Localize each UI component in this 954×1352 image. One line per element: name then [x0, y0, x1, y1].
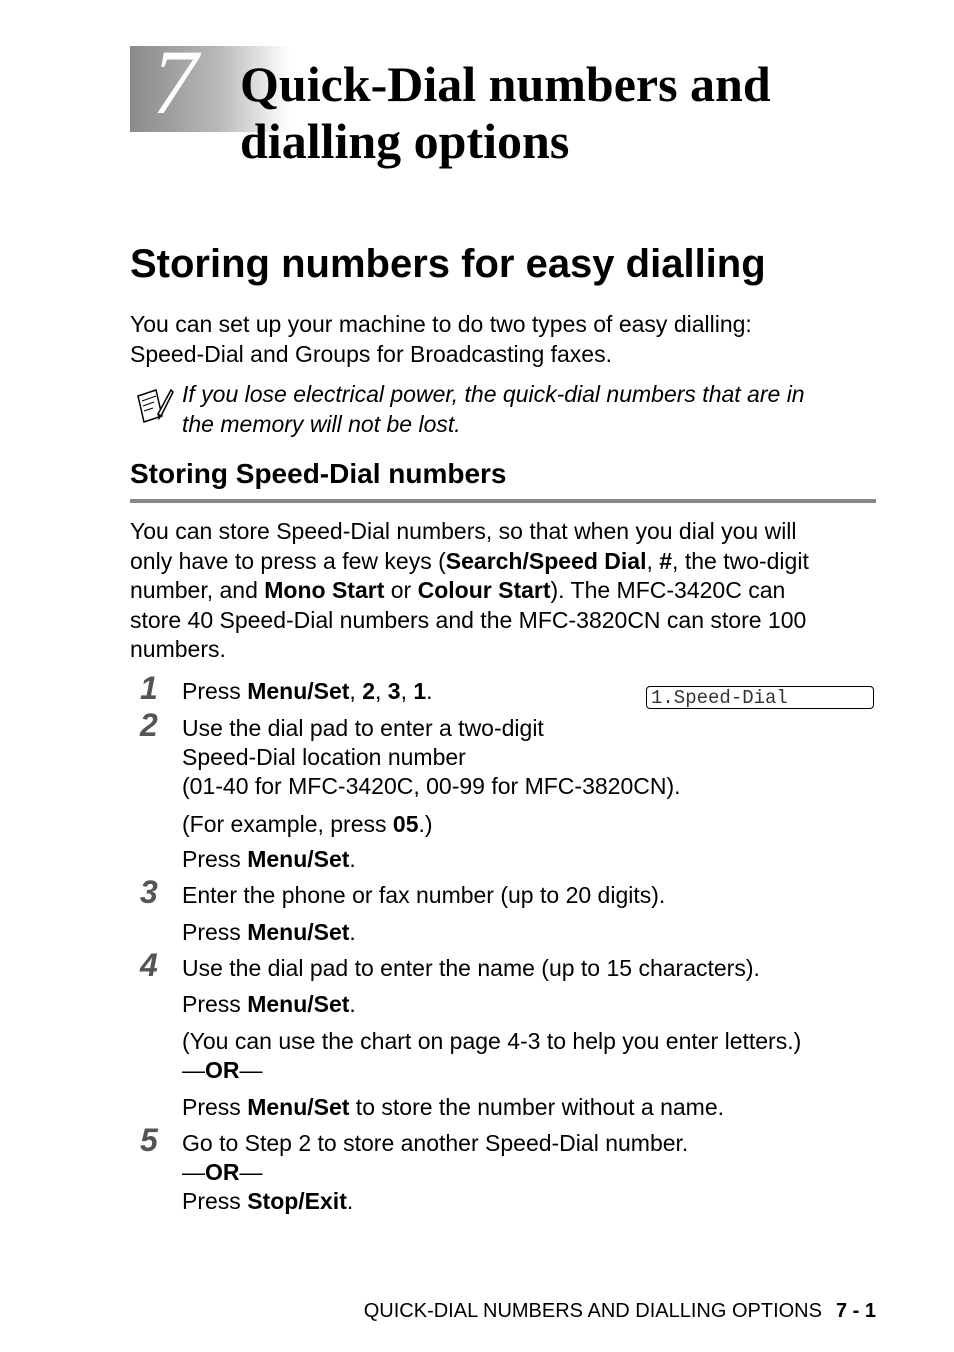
- step3-press: Press Menu/Set.: [182, 919, 356, 945]
- page-number: 7 - 1: [835, 1300, 876, 1322]
- body-paragraph: [130, 517, 880, 665]
- step-number-1: 1: [140, 670, 158, 706]
- body-line2: only have to press a few keys (Search/Speed Dial, #, the two-digit: [130, 547, 809, 574]
- step2-line2: Speed-Dial location number: [182, 744, 466, 770]
- body-line3: number, and Mono Start or Colour Start). The MFC-3420C can: [130, 577, 786, 603]
- step5-press: Press Stop/Exit.: [182, 1188, 354, 1214]
- colour-start-key: Colour Start: [417, 577, 551, 603]
- body-line1: You can store Speed-Dial numbers, so that when you dial you will: [130, 518, 797, 544]
- step5-line1: Go to Step 2 to store another Speed-Dial number.: [182, 1130, 689, 1156]
- note-text: [182, 380, 882, 439]
- note-pencil-icon: [134, 386, 174, 424]
- chapter-title-line1: Quick-Dial numbers and: [240, 56, 771, 112]
- chapter-title: [240, 56, 771, 170]
- step2-line3: (01-40 for MFC-3420C, 00-99 for MFC-3820CN).: [182, 773, 681, 799]
- step-number-2: 2: [140, 707, 158, 743]
- note-line2: the memory will not be lost.: [182, 410, 461, 437]
- step-number-4: 4: [140, 947, 158, 983]
- body-line4: store 40 Speed-Dial numbers and the MFC-3820CN can store 100: [130, 606, 807, 633]
- footer-text: QUICK-DIAL NUMBERS AND DIALLING OPTIONS: [363, 1300, 822, 1322]
- subsection-rule: [130, 499, 876, 503]
- step4-press: Press Menu/Set.: [182, 991, 356, 1017]
- step2-press: Press Menu/Set.: [182, 846, 356, 872]
- step2-line1: Use the dial pad to enter a two-digit: [182, 715, 544, 741]
- step4-or: —OR—: [182, 1057, 263, 1083]
- section-title: Storing numbers for easy dialling: [130, 242, 766, 286]
- step4-line1: Use the dial pad to enter the name (up to 15 characters).: [182, 955, 760, 981]
- search-speed-dial-key: Search/Speed Dial: [445, 547, 647, 574]
- hash-key: #: [659, 547, 673, 574]
- intro-line2: Speed-Dial and Groups for Broadcasting faxes.: [130, 340, 612, 367]
- step-number-3: 3: [140, 874, 158, 910]
- step4-press-alt: Press Menu/Set to store the number without a name.: [182, 1094, 725, 1120]
- page-footer: [364, 1300, 876, 1323]
- step2-example: (For example, press 05.): [182, 811, 433, 837]
- chapter-title-line2: dialling options: [240, 113, 570, 169]
- step1-text: Press Menu/Set, 2, 3, 1.: [182, 678, 433, 704]
- lcd-display: 1.Speed-Dial: [646, 686, 874, 709]
- body-line5: numbers.: [130, 636, 226, 662]
- step-number-5: 5: [140, 1122, 158, 1158]
- mono-start-key: Mono Start: [264, 577, 385, 603]
- intro-line1: You can set up your machine to do two types of easy dialling:: [130, 311, 752, 337]
- chapter-number: 7: [152, 31, 198, 133]
- intro-paragraph: [130, 310, 880, 369]
- step5-or: —OR—: [182, 1159, 263, 1185]
- step3-line1: Enter the phone or fax number (up to 20 digits).: [182, 882, 666, 908]
- step4-line2: (You can use the chart on page 4-3 to help you enter letters.): [182, 1028, 802, 1054]
- subsection-title: Storing Speed-Dial numbers: [130, 458, 507, 489]
- note-line1: If you lose electrical power, the quick-dial numbers that are in: [182, 381, 805, 407]
